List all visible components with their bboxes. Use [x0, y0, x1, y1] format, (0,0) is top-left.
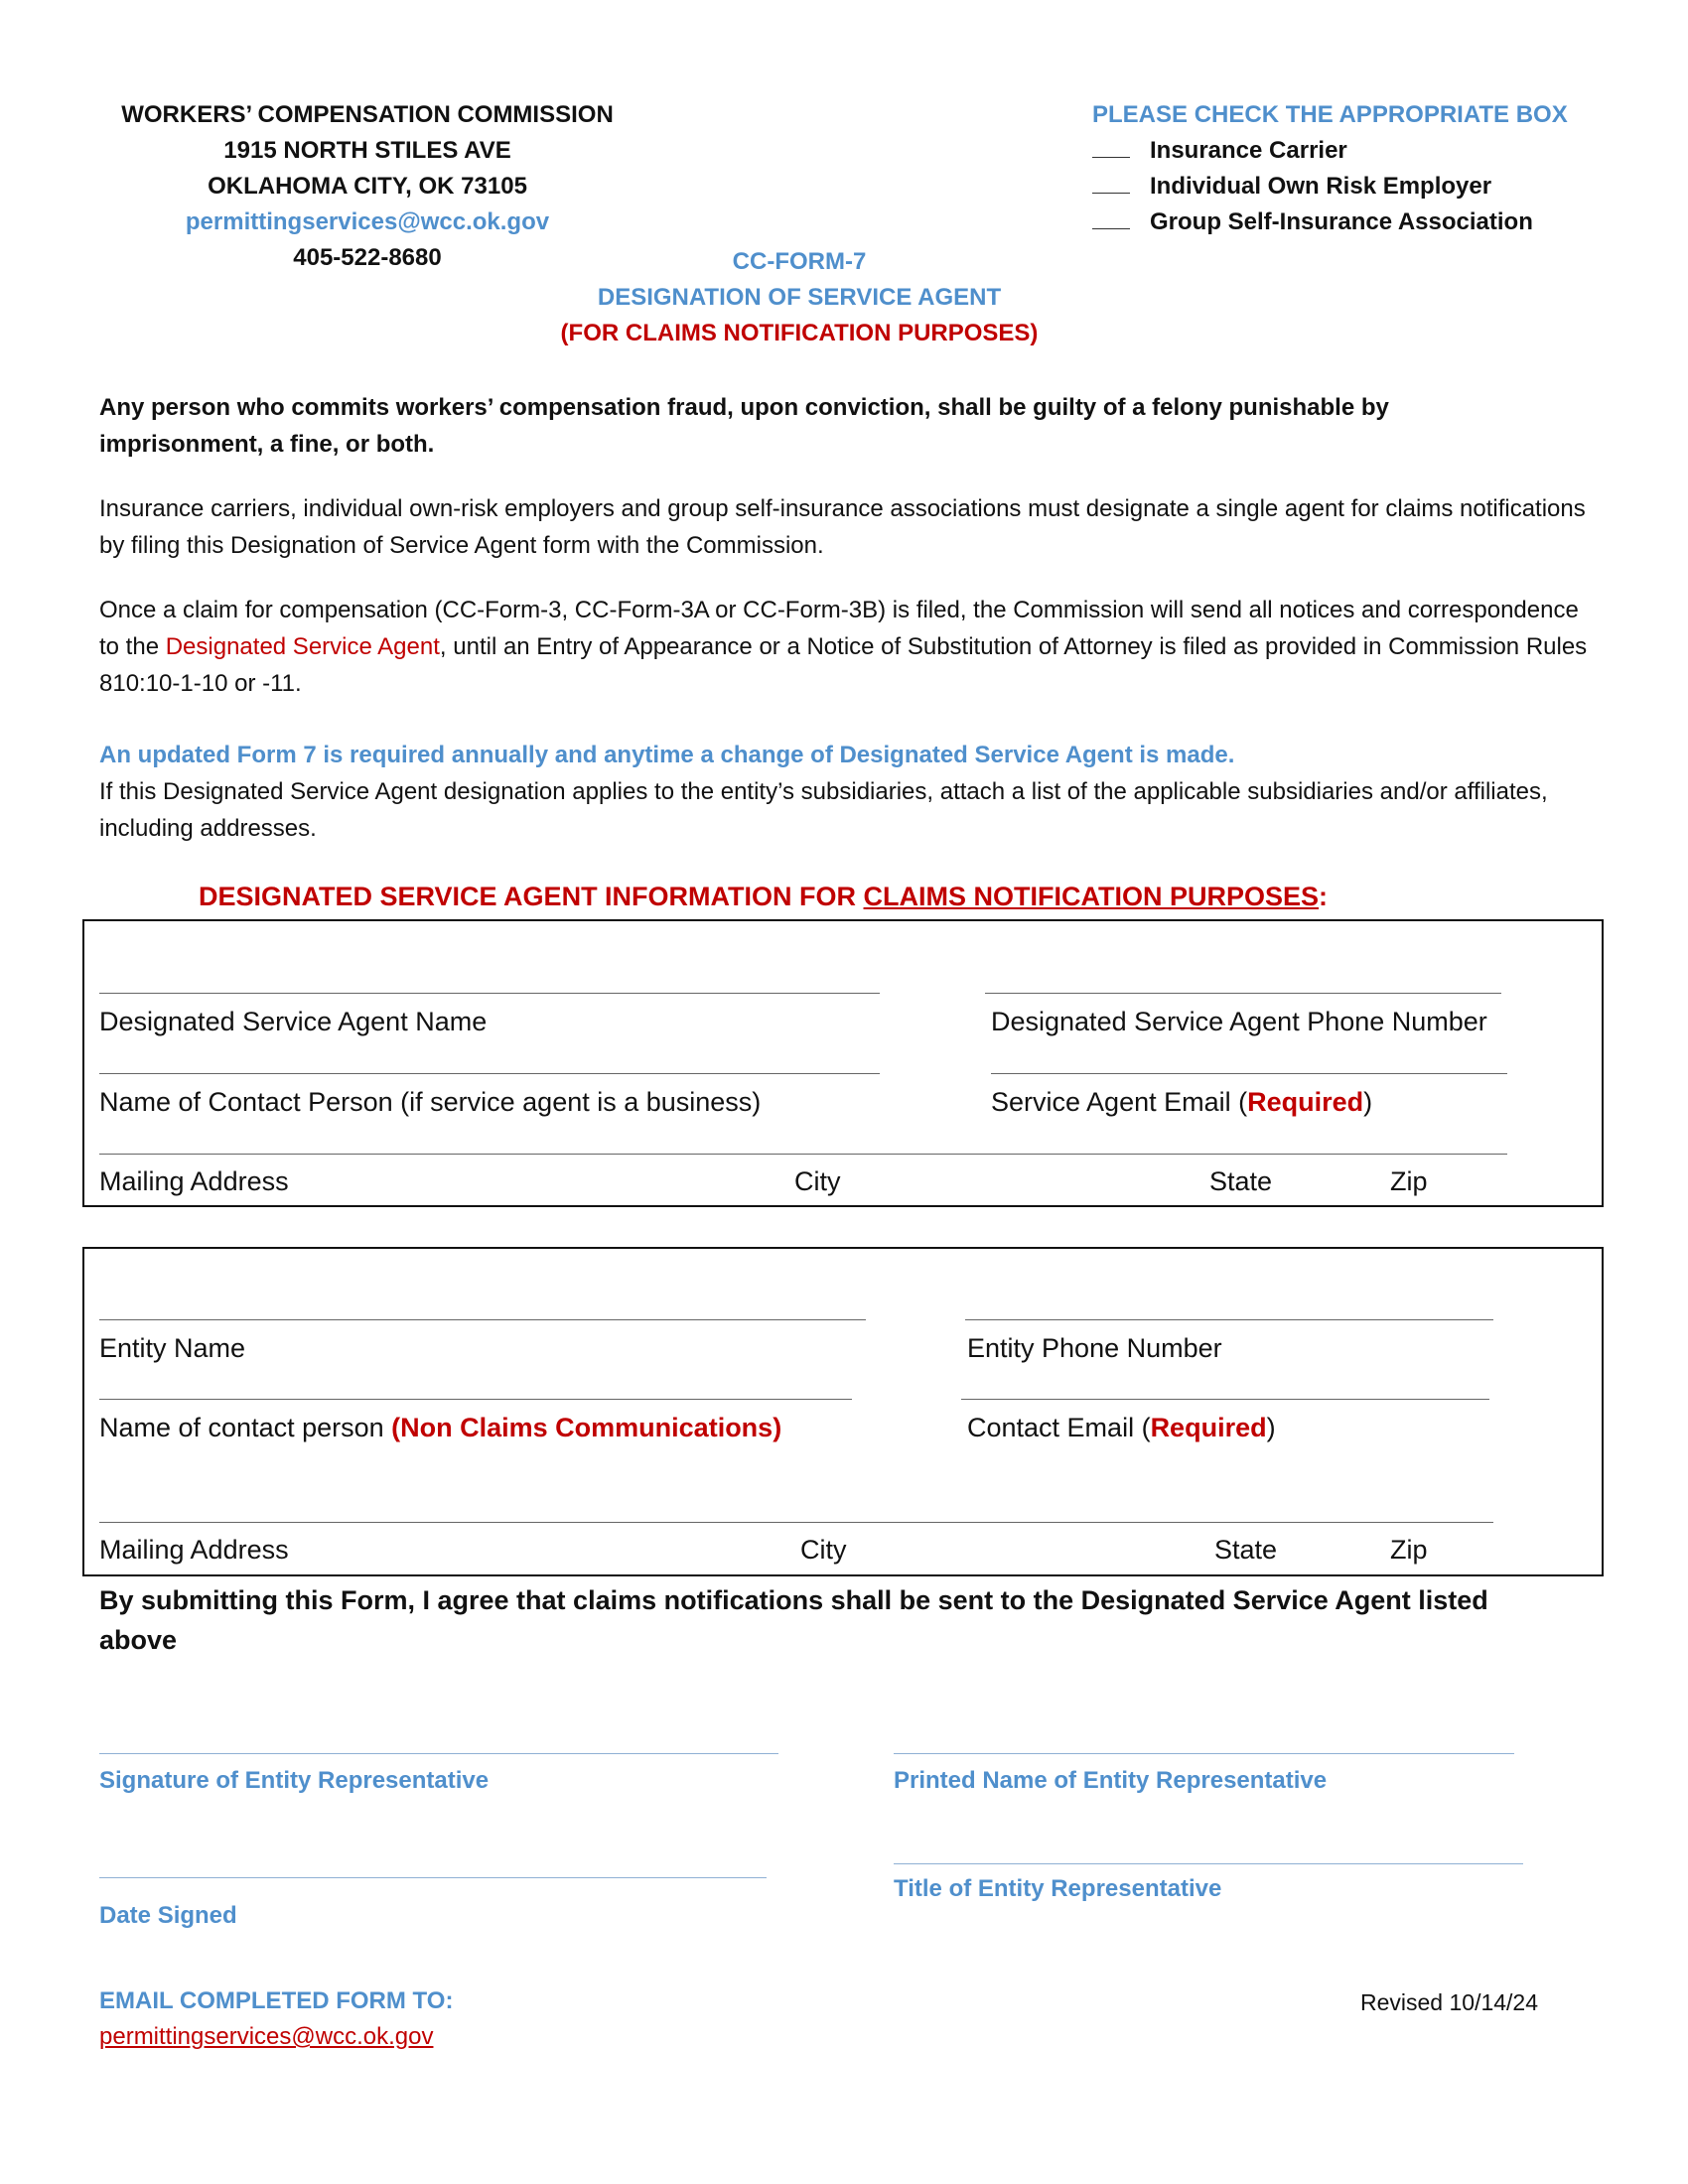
entity-zip-label: Zip	[1390, 1535, 1428, 1565]
claims-text-2: , until an Entry of Appearance or a Notice of Substitution of Attorney is filed as provided in Commission Rules 810:10-1-10 or -11.	[99, 633, 1588, 697]
email-label-text: Contact Email (	[967, 1413, 1151, 1442]
agent-phone-field[interactable]	[985, 993, 1501, 994]
non-claims-marker: (Non Claims Communications)	[391, 1413, 782, 1442]
claims-text-1: Once a claim for compensation (CC-Form-3, CC-Form-3A or CC-Form-3B) is filed, the Commission will send all notices and correspondence to the	[99, 597, 1579, 660]
entity-contact-field[interactable]	[99, 1399, 852, 1400]
agent-zip-label: Zip	[1390, 1166, 1428, 1196]
agent-name-label: Designated Service Agent Name	[99, 1007, 488, 1036]
entity-phone-label: Entity Phone Number	[967, 1333, 1222, 1363]
checkbox-title: PLEASE CHECK THE APPROPRIATE BOX	[1092, 101, 1568, 128]
annual-notice: An updated Form 7 is required annually and anytime a change of Designated Service Agent is made.	[99, 742, 1235, 768]
agent-name-field[interactable]	[99, 993, 880, 994]
form-name: DESIGNATION OF SERVICE AGENT	[597, 284, 1002, 311]
footer-email-link[interactable]: permittingservices@wcc.ok.gov	[99, 2023, 434, 2050]
checkbox-label: Group Self-Insurance Association	[1150, 208, 1533, 235]
agent-mailing-label: Mailing Address	[99, 1166, 289, 1196]
footer-email-wrap	[99, 2023, 433, 2051]
date-field[interactable]	[99, 1877, 767, 1878]
commission-phone: 405-522-8680	[293, 244, 442, 271]
para-designation	[99, 490, 1589, 564]
para-claims	[99, 592, 1589, 702]
fraud-warning-block	[99, 389, 1589, 463]
heading-part-2: CLAIMS NOTIFICATION PURPOSES	[863, 882, 1320, 911]
entity-type-checkboxes	[1092, 97, 1568, 240]
claims-paragraph	[99, 592, 1589, 702]
title-field[interactable]	[894, 1863, 1523, 1864]
agent-email-label	[991, 1086, 1372, 1118]
revision-date: Revised 10/14/24	[1360, 1989, 1539, 2015]
entity-city-label: City	[800, 1535, 847, 1565]
fraud-warning: Any person who commits workers’ compensation fraud, upon conviction, shall be guilty of a felony punishable by imprisonment, a fine, or both.	[99, 394, 1389, 458]
subsidiary-note: If this Designated Service Agent designation applies to the entity’s subsidiaries, attach a list of the applicable subsidiaries and/or affiliates, including addresses.	[99, 778, 1548, 842]
checkbox-group-self-insurance[interactable]	[1092, 205, 1568, 240]
agent-phone-label: Designated Service Agent Phone Number	[991, 1007, 1487, 1036]
agreement-statement: By submitting this Form, I agree that claims notifications shall be sent to the Designated Service Agent listed above	[99, 1585, 1488, 1655]
designation-paragraph: Insurance carriers, individual own-risk employers and group self-insurance associations must designate a single agent for claims notifications by filing this Designation of Service Agent form with the Commission.	[99, 495, 1586, 559]
entity-phone-field[interactable]	[965, 1319, 1493, 1320]
checkbox-label: Individual Own Risk Employer	[1150, 173, 1492, 200]
email-form-label: EMAIL COMPLETED FORM TO:	[99, 1987, 454, 2014]
commission-city: OKLAHOMA CITY, OK 73105	[208, 173, 527, 200]
email-label-text: Service Agent Email (	[991, 1087, 1248, 1117]
signature-label: Signature of Entity Representative	[99, 1767, 490, 1794]
annual-notice-block	[99, 737, 1589, 847]
agent-email-field[interactable]	[991, 1073, 1507, 1074]
designated-agent-highlight: Designated Service Agent	[165, 633, 440, 660]
printed-name-label: Printed Name of Entity Representative	[894, 1767, 1328, 1794]
checkbox-blank[interactable]	[1092, 135, 1130, 158]
commission-email[interactable]: permittingservices@wcc.ok.gov	[185, 208, 550, 235]
required-marker: Required	[1247, 1087, 1364, 1117]
entity-name-label: Entity Name	[99, 1333, 246, 1363]
contact-person-field[interactable]	[99, 1073, 880, 1074]
required-marker: Required	[1150, 1413, 1267, 1442]
checkbox-label: Insurance Carrier	[1150, 137, 1347, 164]
agent-state-label: State	[1209, 1166, 1273, 1196]
heading-part-1: DESIGNATED SERVICE AGENT INFORMATION FOR	[199, 882, 864, 911]
checkbox-insurance-carrier[interactable]	[1092, 133, 1568, 169]
commission-street: 1915 NORTH STILES AVE	[223, 137, 511, 164]
agent-info-box	[82, 919, 1604, 1207]
contact-person-label: Name of Contact Person (if service agent is a business)	[99, 1087, 762, 1117]
entity-name-field[interactable]	[99, 1319, 866, 1320]
signature-field[interactable]	[99, 1753, 778, 1754]
date-label: Date Signed	[99, 1902, 237, 1929]
checkbox-blank[interactable]	[1092, 206, 1130, 229]
heading-part-3: :	[1319, 882, 1329, 911]
entity-address-field[interactable]	[99, 1522, 1493, 1523]
agent-address-field[interactable]	[99, 1154, 1507, 1155]
entity-email-label	[967, 1412, 1276, 1443]
commission-name: WORKERS’ COMPENSATION COMMISSION	[121, 101, 614, 128]
form-title-block	[496, 244, 1102, 351]
form-code: CC-FORM-7	[732, 248, 867, 275]
contact-label-text: Name of contact person	[99, 1413, 392, 1442]
email-label-close: )	[1266, 1413, 1276, 1442]
form-purpose: (FOR CLAIMS NOTIFICATION PURPOSES)	[560, 320, 1039, 346]
printed-name-field[interactable]	[894, 1753, 1514, 1754]
entity-contact-label	[99, 1412, 781, 1443]
agent-city-label: City	[794, 1166, 841, 1196]
agent-section-heading	[199, 882, 1328, 912]
checkbox-blank[interactable]	[1092, 171, 1130, 194]
entity-state-label: State	[1214, 1535, 1278, 1565]
email-label-close: )	[1363, 1087, 1373, 1117]
checkbox-own-risk-employer[interactable]	[1092, 169, 1568, 205]
entity-email-field[interactable]	[961, 1399, 1489, 1400]
entity-mailing-label: Mailing Address	[99, 1535, 289, 1565]
title-label: Title of Entity Representative	[894, 1875, 1222, 1902]
